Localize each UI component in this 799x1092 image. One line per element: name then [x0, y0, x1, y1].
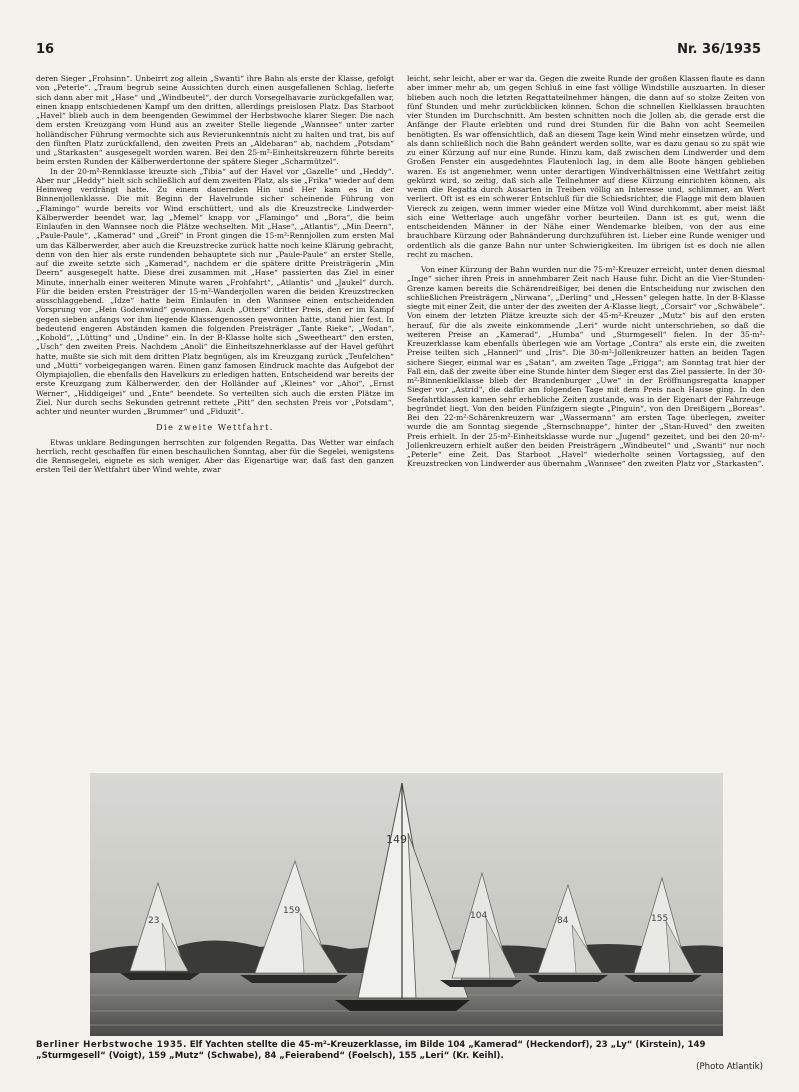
paragraph: deren Sieger „Frohsinn“. Unbeirrt zog allein „Swanti“ ihre Bahn als erste der Klasse, gefolgt von „Peterle“. „Traum begrub seine Aussichten durch einen ausgefallenen Schlag, lieferte sich dann aber mit „Hase“ und „Windbeutel“, der durch Vorsegelhavarie zurückgefallen war, einen knapp entschiedenen Kampf um den dritten, allerdings preislosen Platz. Das Starboot „Havel“ blieb auch in dem beengenden Gewimmel der Herbstwoche klarer Sieger. Die nach dem ersten Kreuzgang vom Hund aus an zweiter Stelle liegende „Wannsee“ unter zarter holländischer Führung vermochte sich aus Revierunkenntnis nicht zu halten und trat, bis auf den fünften Platz zurückfallend, den zweiten Preis an „Aldebaran“ ab, nachdem „Potsdam“ und „Starkasten“ ausgesegelt worden waren. Bei den 25-m²-Einheitskreuzern führte bereits beim ersten Runden der Kälberwerdertonne der spätere Sieger „Scharmützel“.: [36, 74, 394, 167]
regatta-photo: [90, 773, 723, 1036]
sail-number: 23: [148, 916, 160, 926]
paragraph: In der 20-m²-Rennklasse kreuzte sich „Tibia“ auf der Havel vor „Gazelle“ und „Heddy“. Aber nur „Heddy“ hielt sich schließlich auf dem zweiten Platz, als sie „Frika“ wieder auf dem Heimweg verdrängt hatte. Zu einem dauernden Hin und Her kam es in der Binnenjollenklasse. Die mit Beginn der Havelrunde sicher scheinende Führung von „Flamingo“ wurde bereits vor Wind erschüttert, und als die Kreuzstrecke Lindwerder-Kälberwerder beendet war, lag „Memel“ knapp vor „Flamingo“ und „Bora“, die beim Einlaufen in den Wannsee noch die Plätze wechselten. Mit „Hase“, „Atlantis“, „Min Deern“, „Paule-Paule“, „Kamerad“ und „Greif“ in Front gingen die 15-m²-Rennjollen zum ersten Mal um das Kälberwerder, aber auch die Kreuzstrecke zurück hatte noch keine Klärung gebracht, denn von den hier als erste rundenden behauptete sich nur „Paule-Paule“ an erster Stelle, auf die zweite setzte sich „Kamerad“, nachdem er die spätere dritte Preisträgerin „Min Deern“ ausgesegelt hatte. Diese drei zusammen mit „Hase“ passierten das Ziel in einer Minute, innerhalb einer weiteren Minute waren „Frohfahrt“, „Atlantis“ und „Jaukel“ durch. Für die beiden ersten Preisträger der 15-m²-Wanderjollen waren die beiden Kreuzstrecken ausschlaggebend. „Idze“ hatte beim Einlaufen in den Wannsee einen entscheidenden Vorsprung vor „Hein Godenwind“ gewonnen. Auch „Otters“ dritter Preis, den er im Kampf gegen sieben anfangs vor ihm liegende Klassengenossen gewonnen hatte, stand hier fest. In bedeutend engeren Abständen kamen die folgenden Preisträger „Tante Rieke“, „Wodan“, „Kobold“, „Lütting“ und „Undine“ ein. In der B-Klasse holte sich „Sweetheart“ den ersten, „Usch“ den zweiten Preis. Nachdem „Anoli“ die Einheitszehnerklasse auf der Havel geführt hatte, mußte sie sich mit dem dritten Platz begnügen, als im Kreuzgang zurück „Teufelchen“ und „Mutti“ vorbeigegangen waren. Einen ganz famosen Eindruck machte das Aufgebot der Olympiajollen, die ebenfalls den Havelkurs zu erledigen hatten. Entscheidend war bereits der erste Kreuzgang zum Kälberwerder, den der Holländer auf „Kleines“ vor „Ahoi“, „Ernst Werner“, „Hiddigeigei“ und „Ente“ beendete. So verteilten sich auch die ersten Plätze im Ziel. Nur durch sechs Sekunden getrennt rettete „Pitt“ den sechsten Preis vor „Potsdam“, achter und neunter wurden „Brummer“ und „Fiduzit“.: [36, 166, 394, 416]
caption-lead: Berliner Herbstwoche 1935.: [36, 1040, 187, 1050]
sail-number: 84: [557, 916, 569, 926]
caption-text: Elf Yachten stellte die 45-m²-Kreuzerklasse, im Bilde 104 „Kamerad“ (Heckendorf), 23 „Ly“ (Kirstein), 149 „Sturmgesell“ (Voigt), 159 „Mutz“ (Schwabe), 84 „Feierabend“ (Foelsch), 155 „Leri“ (Kr. Keihl).: [36, 1040, 706, 1061]
page-header: [36, 42, 761, 64]
sailboats-illustration: [90, 773, 723, 1036]
page-number: 16: [36, 42, 55, 57]
sail-number: 155: [651, 914, 669, 924]
sail-number: 159: [283, 906, 301, 916]
right-column: [407, 74, 765, 469]
sail-number: 104: [470, 911, 488, 921]
sail-number: 149: [386, 833, 407, 846]
left-column: [36, 74, 394, 475]
issue-number: Nr. 36/1935: [677, 42, 761, 57]
paragraph: Von einer Kürzung der Bahn wurden nur die 75-m²-Kreuzer erreicht, unter denen diesmal „Inge“ sicher ihren Preis in annehmbarer Zeit nach Hause fuhr. Dicht an die Vier-Stunden-Grenze kamen bereits die Schärendreißiger, bei denen die Entscheidung nur zwischen den schließlichen Preisträgern „Nirwana“, „Derling“ und „Hessen“ gelegen hatte. In der B-Klasse siegte mit einer Zeit, die unter der des zweiten der A-Klasse liegt, „Corsair“ vor „Schwäbele“. Von einem der letzten Plätze kreuzte sich der 45-m²-Kreuzer „Mutz“ bis auf den ersten herauf, für die als zweite einkommende „Leri“ wurde nicht unterschrieben, so daß die weiteren Preise an „Kamerad“, „Humba“ und „Sturmgesell“ fielen. In der 35-m²-Kreuzerklasse kam ebenfalls überlegen wie am Vortage „Contra“ als erste ein, die zweiten Preise teilten sich „Hannerl“ und „Iris“. Die 30-m²-Jollenkreuzer hatten an beiden Tagen sichere Sieger, einmal war es „Satan“, am zweiten Tage „Frigga“; am Sonntag trat hier der Fall ein, daß der zweite über eine Stunde hinter dem Sieger erst das Ziel passierte. In der 30-m²-Binnenkielklasse blieb der Brandenburger „Uwe“ in der Eröffnungsregatta knapper Sieger vor „Astrid“, die dafür am folgenden Tage mit dem Preis nach Hause ging. In den Seefahrtklassen kamen sehr erhebliche Zeiten zustande, was in der Eigenart der Fahrzeuge begründet liegt. Von den beiden Fünfzigern siegte „Pinguin“, von den Dreißigern „Boreas“. Bei den 22-m²-Schärenkreuzern war „Wassermann“ am ersten Tage überlegen, zweiter wurde die am Sonntag siegende „Sternschnuppe“, hinter der „Stan-Huved“ den zweiten Preis erhielt. In der 25-m²-Einheitsklasse wurde nur „Jugend“ gezeitet, und bei den 20-m²-Jollenkreuzern erhielt außer den beiden Preisträgern „Windbeutel“ und „Swanti“ nur noch „Peterle“ eine Zeit. Das Starboot „Havel“ wiederholte seinen Vortagssieg, auf den Kreuzstrecken von Lindwerder aus übernahm „Wannsee“ den zweiten Platz vor „Starkasten“.: [407, 265, 765, 469]
photo-caption: [36, 1040, 763, 1073]
section-heading: Die zweite Wettfahrt.: [156, 423, 274, 433]
paragraph: Etwas unklare Bedingungen herrschten zur folgenden Regatta. Das Wetter war einfach herrlich, recht geschaffen für einen beschaulichen Sonntag, aber für die Segelei, wenigstens die Rennsegelei, eignete es sich weniger. Aber das Eigenartige war, daß fast den ganzen ersten Teil der Wettfahrt über Wind wehte, zwar: [36, 437, 394, 475]
paragraph: leicht, sehr leicht, aber er war da. Gegen die zweite Runde der großen Klassen flaute es dann aber immer mehr ab, um gegen Schluß in eine fast völlige Windstille auszuarten. In dieser blieben auch noch die letzten Regattateilnehmer hängen, die dann auf so stolze Zeiten von fünf Stunden und mehr zurückblicken können. Schon die schnellen Kielklassen brauchten vier Stunden im Durchschnitt. Am besten schnitten noch die Jollen ab, die gerade erst die Anfänge der Flaute erlebten und rund drei Stunden für die Bahn von acht Seemeilen benötigten. Es war offensichtlich, daß an diesem Tage kein Wind mehr einsetzen würde, und als dann schließlich noch die Bahn geändert werden sollte, war es dazu genau so zu spät wie zu einer Kürzung auf nur eine Runde. Hinzu kam, daß zwischen dem Lindwerder und dem Großen Fenster ein ausgedehntes Flautenloch lag, in dem alle Boote hängen geblieben waren. Es ist angenehmer, wenn unter derartigen Windverhältnissen eine Wettfahrt zeitig gekürzt wird, so zeitig, daß sich alle Teilnehmer auf diese Kürzung einrichten können, als wenn die Regatta durch Ausarten in Treiben völlig an Interesse und, schlimmer, an Wert verliert. Oft ist es ein schwerer Entschluß für die Schiedsrichter, die Flagge mit dem blauen Viereck zu zeigen, wenn immer wieder eine Mütze voll Wind durchkommt, aber meist läßt sich eine Wetterlage auch ungefähr vorher beurteilen. Dann ist es gut, wenn die entscheidenden Männer in der Nähe einer Wendemarke bleiben, von der aus eine brauchbare Kürzung oder Bahnänderung durchzuführen ist. Lieber eine Runde weniger und ordentlich als die ganze Bahn nur unter Schwierigkeiten. Im übrigen ist es doch nie allen recht zu machen.: [407, 74, 765, 259]
photo-credit: (Photo Atlantik): [696, 1062, 763, 1072]
